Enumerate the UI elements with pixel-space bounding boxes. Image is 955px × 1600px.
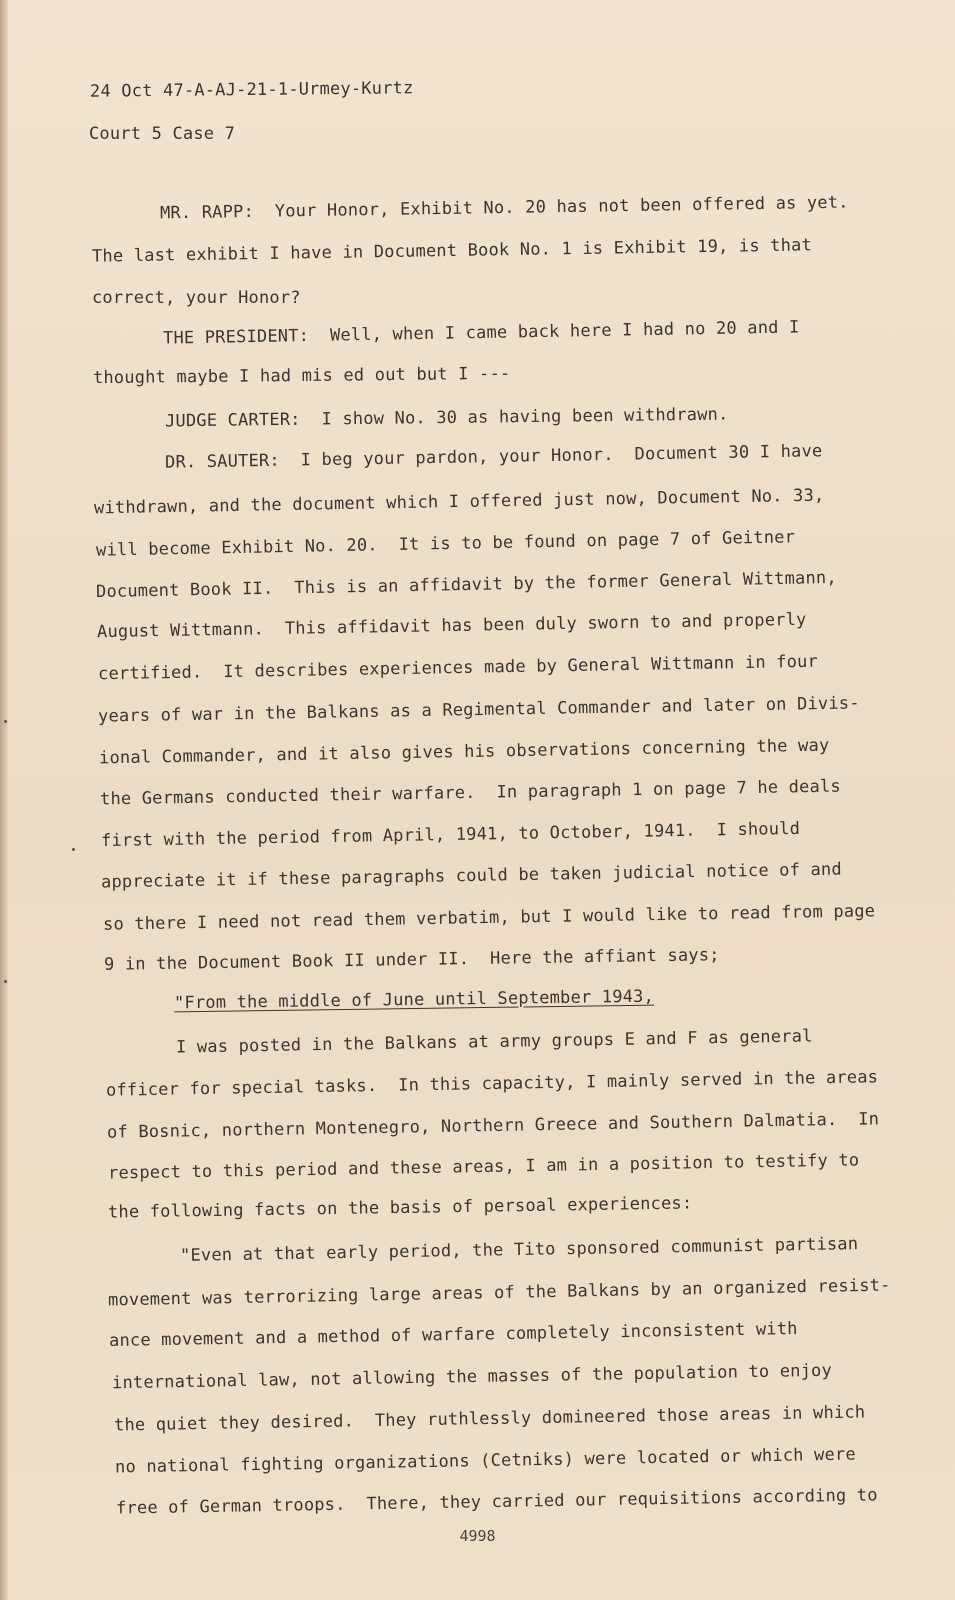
transcript-line: of Bosnic, northern Montenegro, Northern Greece and Southern Dalmatia. In xyxy=(106,1109,880,1143)
transcript-line: The last exhibit I have in Document Book No. 1 is Exhibit 19, is that xyxy=(91,235,813,267)
transcript-line: movement was terrorizing large areas of the Balkans by an organized resist- xyxy=(107,1275,891,1311)
transcript-line: "Even at that early period, the Tito sponsored communist partisan xyxy=(179,1234,859,1266)
transcript-line: so there I need not read them verbatim, but I would like to read from page xyxy=(102,901,876,935)
transcript-line: appreciate it if these paragraphs could be taken judicial notice of and xyxy=(100,859,843,893)
binding-mark xyxy=(4,720,7,723)
transcript-line: correct, your Honor? xyxy=(92,288,301,308)
transcript-line: free of German troops. There, they carried our requisitions according to xyxy=(115,1485,878,1519)
transcript-line: the quiet they desired. They ruthlessly domineered those areas in which xyxy=(113,1402,866,1436)
quote-heading-line: "From the middle of June until September 1943, xyxy=(173,986,655,1014)
transcript-line: first with the period from April, 1941, to October, 1941. I should xyxy=(100,818,801,852)
transcript-line: the following facts on the basis of persoal experiences: xyxy=(107,1193,693,1223)
transcript-line: JUDGE CARTER: I show No. 30 as having been withdrawn. xyxy=(164,404,729,432)
transcript-line: the Germans conducted their warfare. In paragraph 1 on page 7 he deals xyxy=(99,776,842,810)
transcript-line: I was posted in the Balkans at army groups E and F as general xyxy=(175,1026,813,1058)
transcript-line: Document Book II. This is an affidavit by the former General Wittmann, xyxy=(95,567,838,603)
transcript-line: August Wittmann. This affidavit has been duly sworn to and properly xyxy=(96,609,807,643)
reference-line: 24 Oct 47-A-AJ-21-1-Urmey-Kurtz xyxy=(89,78,414,102)
transcript-line: will become Exhibit No. 20. It is to be found on page 7 of Geitner xyxy=(95,527,796,561)
transcript-line: certified. It describes experiences made by General Wittmann in four xyxy=(97,651,819,685)
transcript-line: MR. RAPP: Your Honor, Exhibit No. 20 has not been offered as yet. xyxy=(159,192,849,224)
transcript-line: international law, not allowing the masses of the population to enjoy xyxy=(111,1360,833,1394)
transcript-line: ional Commander, and it also gives his observations concerning the way xyxy=(98,735,830,769)
court-line: Court 5 Case 7 xyxy=(89,124,236,144)
transcript-line: 9 in the Document Book II under II. Here the affiant says; xyxy=(103,945,720,975)
transcript-line: respect to this period and these areas, I am in a position to testify to xyxy=(107,1150,860,1184)
binding-mark xyxy=(4,980,7,983)
transcript-line: withdrawn, and the document which I offered just now, Document No. 33, xyxy=(93,485,825,519)
transcript-line: thought maybe I had mis ed out but I --- xyxy=(92,363,511,389)
transcript-line: DR. SAUTER: I beg your pardon, your Honor. Document 30 I have xyxy=(164,441,823,473)
transcript-line: THE PRESIDENT: Well, when I came back here I had no 20 and I xyxy=(162,317,800,349)
transcript-line: officer for special tasks. In this capacity, I mainly served in the areas xyxy=(105,1067,879,1101)
transcript-line: no national fighting organizations (Cetniks) were located or which were xyxy=(114,1444,857,1478)
transcript-line: years of war in the Balkans as a Regimental Commander and later on Divis- xyxy=(97,693,860,727)
page-number: 4998 xyxy=(459,1527,496,1545)
ink-speck xyxy=(72,848,75,851)
transcript-line: ance movement and a method of warfare completely inconsistent with xyxy=(108,1318,798,1352)
